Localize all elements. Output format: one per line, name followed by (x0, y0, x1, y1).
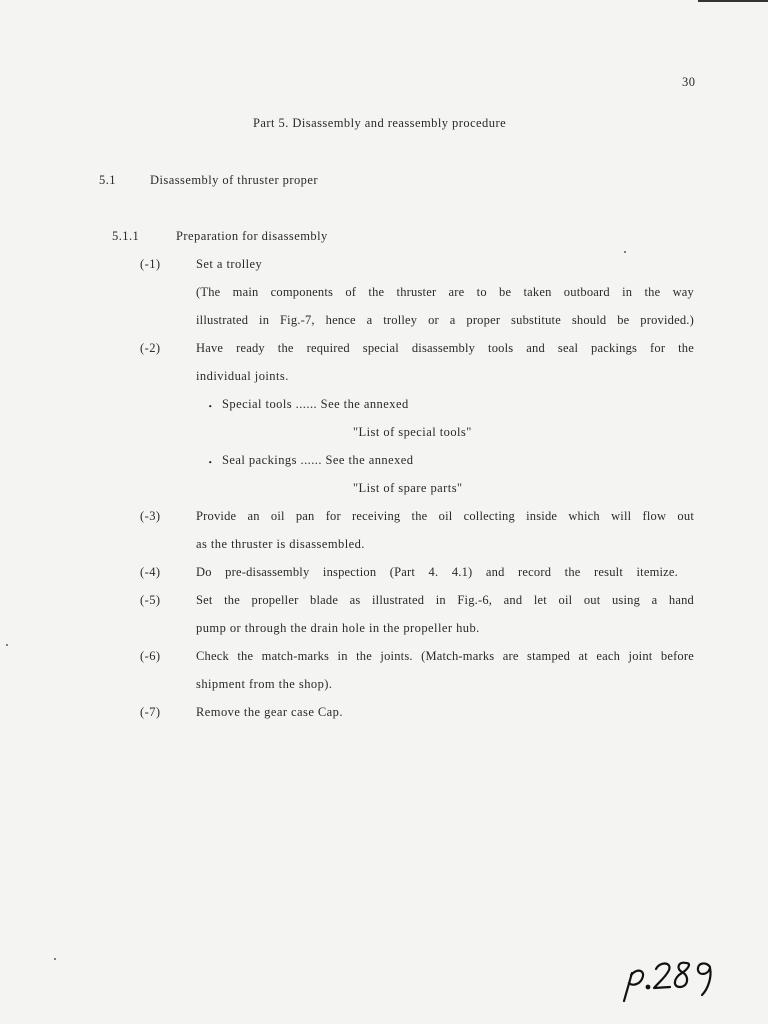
scan-speck (54, 958, 56, 960)
item-text: Have ready the required special disassembly tools and seal packings for the (196, 341, 694, 355)
handwritten-page-reference (620, 955, 720, 1005)
bullet-symbol: ・ (204, 456, 217, 470)
item-text: Provide an oil pan for receiving the oil collecting inside which will flow out (196, 509, 694, 523)
scan-edge-line (698, 0, 768, 2)
item-marker: (-1) (140, 257, 161, 271)
section-number: 5.1 (99, 173, 116, 187)
item-text: Remove the gear case Cap. (196, 705, 343, 719)
item-marker: (-3) (140, 509, 161, 523)
bullet-reference: "List of special tools" (353, 425, 472, 439)
bullet-reference: "List of spare parts" (353, 481, 463, 495)
item-marker: (-6) (140, 649, 161, 663)
item-text: individual joints. (196, 369, 289, 383)
item-marker: (-4) (140, 565, 161, 579)
item-text: pump or through the drain hole in the propeller hub. (196, 621, 480, 635)
item-marker: (-7) (140, 705, 161, 719)
item-text: (The main components of the thruster are to be taken outboard in the way (196, 285, 694, 299)
subsection-number: 5.1.1 (112, 229, 140, 243)
section-title: Disassembly of thruster proper (150, 173, 318, 187)
bullet-text: Seal packings ...... See the annexed (222, 453, 414, 467)
bullet-symbol: ・ (204, 400, 217, 414)
item-text: Set the propeller blade as illustrated in Fig.-6, and let oil out using a hand (196, 593, 694, 607)
item-marker: (-2) (140, 341, 161, 355)
part-title: Part 5. Disassembly and reassembly procedure (253, 116, 507, 130)
item-marker: (-5) (140, 593, 161, 607)
item-text: Do pre-disassembly inspection (Part 4. 4.1) and record the result itemize. (196, 565, 678, 579)
item-text: illustrated in Fig.-7, hence a trolley or a proper substitute should be provided.) (196, 313, 694, 327)
item-text: shipment from the shop). (196, 677, 333, 691)
page-number: 30 (682, 75, 696, 89)
subsection-title: Preparation for disassembly (176, 229, 328, 243)
bullet-text: Special tools ...... See the annexed (222, 397, 409, 411)
item-text: Set a trolley (196, 257, 263, 271)
scan-speck (624, 251, 626, 253)
scan-speck (6, 644, 8, 646)
item-text: as the thruster is disassembled. (196, 537, 365, 551)
item-text: Check the match-marks in the joints. (Match-marks are stamped at each joint before (196, 649, 694, 663)
